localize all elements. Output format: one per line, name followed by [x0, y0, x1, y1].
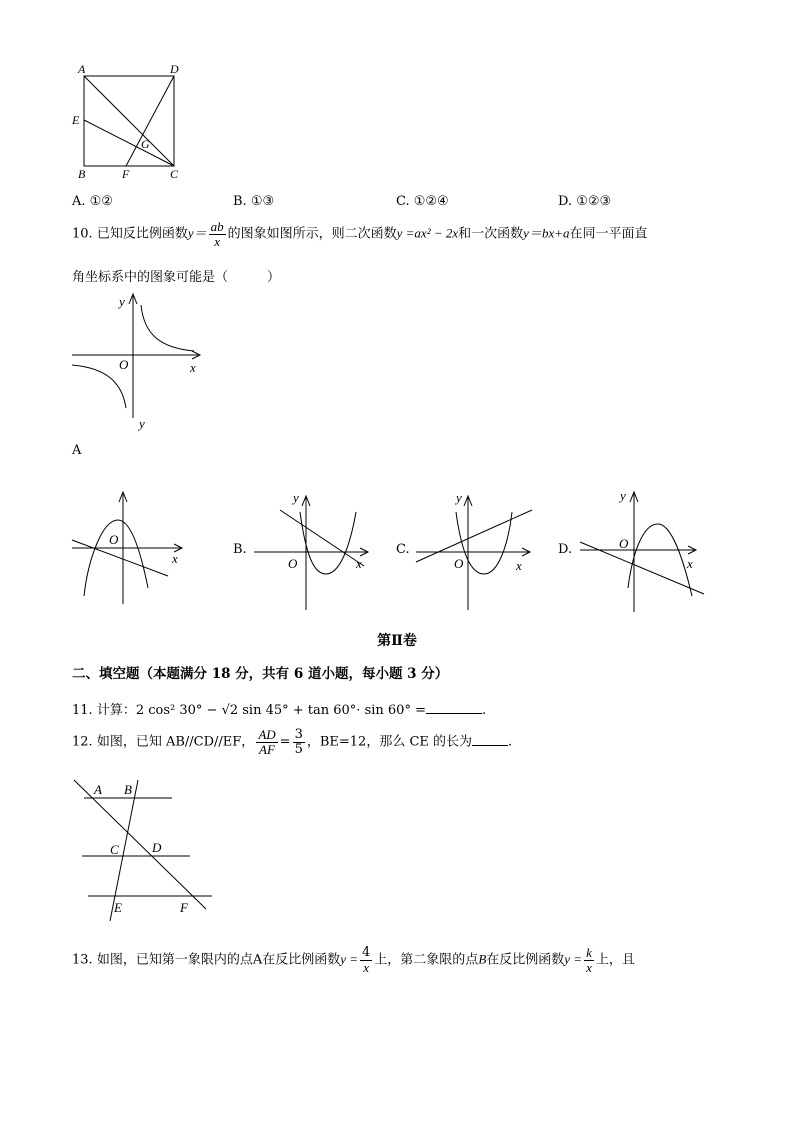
q12-val-num: 3: [294, 727, 303, 742]
section-heading: 二、填空题（本题满分 18 分，共有 6 道小题，每小题 3 分）: [72, 666, 449, 682]
q13-point-b: B: [478, 951, 487, 967]
q10-line1: [72, 220, 648, 248]
label-f: F: [180, 900, 188, 915]
label-e: E: [72, 113, 80, 127]
q13-text-2: 上，第二象限的点: [374, 952, 479, 968]
q10-number: 10.: [72, 226, 93, 242]
line-increasing: [416, 510, 532, 562]
q10-text-4: 在同一平面直: [569, 226, 648, 242]
q9-option-c[interactable]: C. ①②④: [396, 194, 449, 209]
q10-quadratic: y =ax² − 2x: [396, 225, 459, 241]
label-b: B: [78, 167, 86, 181]
label-f: F: [122, 167, 130, 181]
q10-frac-num: ab: [210, 219, 224, 234]
graph-d-origin: O: [619, 536, 629, 551]
q10-graph-a[interactable]: [66, 488, 196, 608]
q10-frac-den: x: [214, 233, 221, 249]
q11-number: 11.: [72, 703, 93, 718]
q13-frac-1: [360, 946, 372, 974]
q9-option-a[interactable]: A. ①②: [72, 194, 113, 209]
q9-option-d[interactable]: D. ①②③: [558, 194, 612, 209]
q11-prefix: 计算：: [96, 703, 136, 718]
label-d: D: [170, 62, 179, 76]
q13-number: 13.: [72, 952, 93, 968]
fig-y-top: y: [119, 294, 125, 309]
parabola-up: [456, 512, 512, 574]
fig-x: x: [190, 360, 196, 375]
graph-b-y: y: [293, 490, 299, 505]
q13-text-4: 上，且: [595, 952, 635, 968]
q10-option-a-label[interactable]: A: [72, 443, 82, 458]
segment-df: [126, 76, 174, 166]
q10-line2: 角坐标系中的图象可能是（ ）: [72, 270, 281, 285]
graph-b-origin: O: [288, 556, 298, 571]
graph-a-x: x: [172, 551, 178, 566]
label-g: G: [141, 137, 150, 151]
label-a: A: [94, 782, 102, 797]
label-d: D: [152, 840, 162, 855]
q13-y1: y =: [340, 951, 359, 967]
q13-f2-den: x: [586, 959, 592, 975]
q12-eq: =: [279, 734, 291, 750]
graph-a-origin: O: [109, 532, 119, 547]
q10-graph-c[interactable]: [412, 488, 542, 613]
q13-f2-num: k: [586, 945, 592, 960]
label-c: C: [170, 167, 179, 181]
label-a: A: [78, 62, 86, 76]
q10-linear: y＝bx+a: [523, 225, 570, 241]
q12-val-den: 5: [294, 741, 303, 757]
q11-answer-blank[interactable]: [426, 713, 482, 714]
q11-line: 11. 计算：2 cos² 30° − √2 sin 45° + tan 60°· sin 60° = .: [72, 703, 487, 718]
q10-graph-d[interactable]: [574, 484, 708, 614]
q10-text-3: 和一次函数: [458, 226, 524, 242]
graph-c-x: x: [516, 558, 522, 573]
q9-square-figure: [66, 60, 196, 185]
q12-parallel-lines-figure: [66, 776, 216, 922]
q10-fraction: [209, 220, 226, 248]
transversal-adf: [74, 780, 206, 909]
q11-expression: 2 cos² 30° − √2 sin 45° + tan 60°· sin 60° =: [135, 703, 426, 718]
q13-f1-den: x: [363, 959, 370, 975]
q12-frac-den: AF: [259, 741, 275, 757]
q12-text-1: 如图，已知 AB//CD//EF，: [96, 734, 255, 750]
segment-ec: [84, 120, 174, 166]
graph-c-origin: O: [454, 556, 464, 571]
q9-option-b[interactable]: B. ①③: [233, 194, 275, 209]
graph-d-y: y: [620, 488, 626, 503]
q13-text-1: 如图，已知第一象限内的点A在反比例函数: [96, 952, 341, 968]
graph-d-x: x: [687, 556, 693, 571]
q12-frac-num: AD: [258, 727, 276, 742]
q12-line: 12. 如图，已知 AB//CD//EF， $\frac{AD}{AF}$ = $\frac{3}{5}$ ，BE=12，那么 CE 的长为 .: [72, 727, 513, 757]
hyperbola-branch-q1: [141, 305, 194, 351]
line-decreasing: [72, 540, 168, 576]
q12-number: 12.: [72, 734, 93, 750]
graph-c-y: y: [456, 490, 462, 505]
q13-frac-2: [584, 946, 594, 974]
q13-text-3: 在反比例函数: [486, 952, 565, 968]
q10-graph-b[interactable]: [250, 488, 380, 613]
q10-y-eq: y＝: [187, 225, 207, 241]
hyperbola-branch-q3: [72, 365, 126, 408]
q12-answer-blank[interactable]: [472, 745, 508, 746]
graph-b-x: x: [356, 556, 362, 571]
parabola-up: [300, 512, 356, 574]
q10-option-c-label[interactable]: C.: [396, 542, 410, 557]
label-e: E: [114, 900, 122, 915]
fig-origin: O: [119, 357, 129, 372]
q13-y2: y =: [564, 951, 583, 967]
q10-text-1: 已知反比例函数: [96, 226, 188, 242]
q10-option-d-label[interactable]: D.: [558, 542, 573, 557]
q12-ratio-fraction: [256, 728, 277, 756]
q10-text-2: 的图象如图所示，则二次函数: [227, 226, 397, 242]
q10-option-b-label[interactable]: B.: [233, 542, 247, 557]
q12-value-fraction: [293, 728, 305, 756]
part-title: 第Ⅱ卷: [377, 633, 417, 649]
label-b: B: [124, 782, 132, 797]
label-c: C: [110, 842, 119, 857]
fig-y-bottom: y: [139, 416, 145, 431]
q13-line: [72, 946, 635, 974]
diagonal-ac: [84, 76, 174, 166]
q12-text-2: ，BE=12，那么 CE 的长为: [306, 734, 473, 750]
q10-hyperbola-figure: [66, 290, 216, 435]
q13-f1-num: 4: [362, 945, 371, 960]
